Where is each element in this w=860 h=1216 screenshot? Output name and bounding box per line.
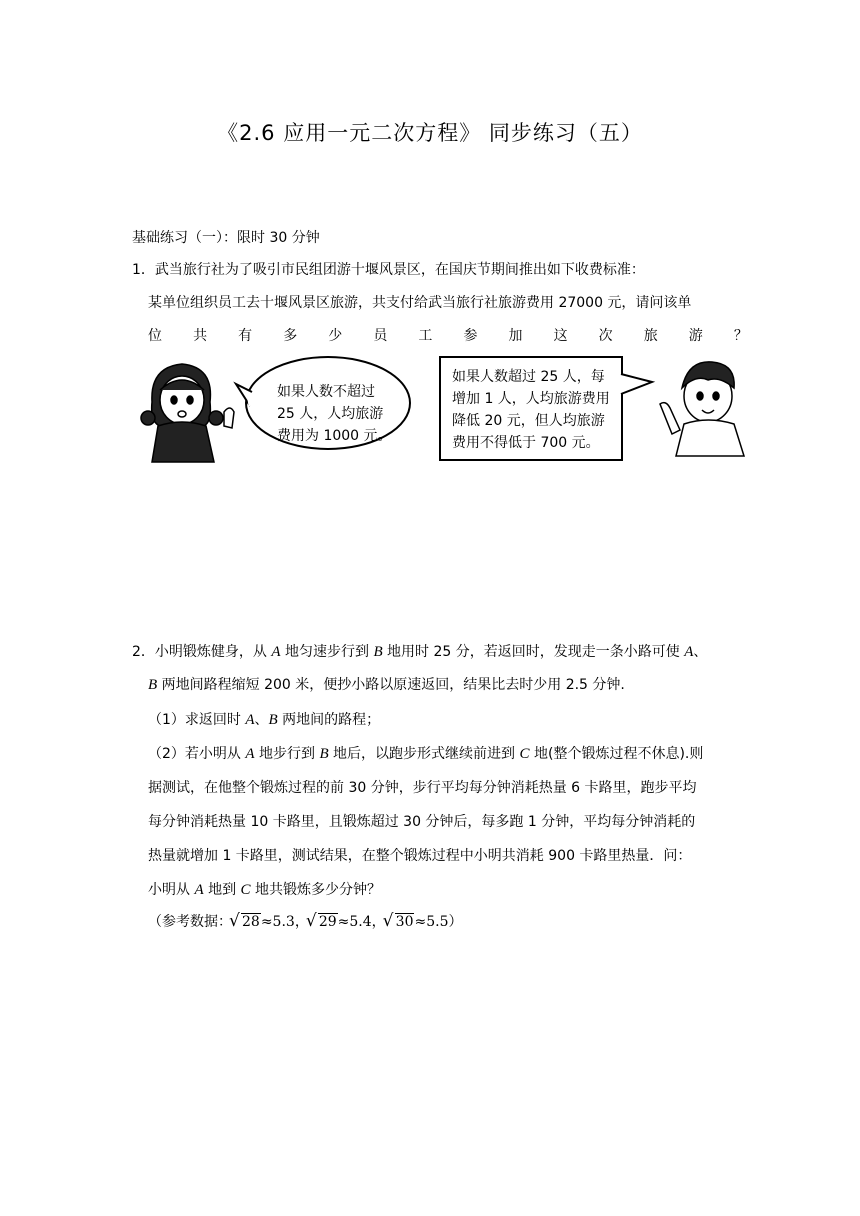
girl-figure [141, 364, 234, 462]
bubble-line: 增加 1 人，人均旅游费用 [452, 391, 610, 407]
char: 共 [193, 328, 208, 344]
bubble-line: 费用不得低于 700 元。 [452, 435, 600, 451]
boy-figure [660, 362, 744, 456]
question-2-part-2-line-5 [148, 879, 381, 899]
section-heading: 基础练习（一）：限时 30 分钟 [132, 230, 320, 246]
text: （参考数据： [148, 914, 232, 930]
bubble-line: 如果人数不超过 [277, 384, 375, 400]
text: （1）求返回时 [148, 712, 246, 728]
reference-data [148, 911, 462, 931]
question-2-part-2-line-3: 每分钟消耗热量 10 卡路里，且锻炼超过 30 分钟后，每多跑 1 分钟，平均每分钟消耗的 [148, 814, 696, 830]
char: 旅 [643, 328, 658, 344]
text: 地后，以跑步形式继续前进到 [328, 746, 520, 762]
char: ？ [733, 328, 748, 344]
approx-value: ≈5.4， [337, 914, 386, 930]
question-2-part-2-line-4: 热量就增加 1 卡路里，测试结果，在整个锻炼过程中小明共消耗 900 卡路里热量．问： [148, 848, 692, 864]
sqrt-28 [232, 914, 261, 930]
variable-a: A [245, 712, 255, 728]
question-2-part-1 [148, 709, 380, 729]
text: （2）若小明从 [148, 746, 246, 762]
question-1-line-2: 某单位组织员工去十堰风景区旅游，共支付给武当旅行社旅游费用 27000 元，请问该单 [148, 295, 692, 311]
bubble-line: 降低 20 元，但人均旅游 [452, 413, 605, 429]
question-2-part-2-line-1 [148, 743, 703, 763]
char: 参 [463, 328, 478, 344]
text: 2．小明锻炼健身，从 [132, 644, 272, 660]
page-title: 《2.6 应用一元二次方程》 同步练习（五） [217, 121, 643, 145]
char: 少 [328, 328, 343, 344]
variable-b: B [268, 712, 278, 728]
text: 地(整个锻炼过程不休息).则 [529, 746, 704, 762]
approx-value: ≈5.5） [414, 914, 463, 930]
char: 工 [418, 328, 433, 344]
question-2-part-2-line-2: 据测试，在他整个锻炼过程的前 30 分钟，步行平均每分钟消耗热量 6 卡路里，跑步平均 [148, 780, 697, 796]
text: 两地间的路程； [277, 712, 381, 728]
question-1-line-1: 1．武当旅行社为了吸引市民组团游十堰风景区，在国庆节期间推出如下收费标准： [132, 262, 645, 278]
radicand: 29 [318, 914, 337, 930]
bubble-line: 25 人，人均旅游 [277, 406, 384, 422]
variable-b: B [148, 677, 158, 693]
left-bubble-text [277, 381, 392, 447]
radicand: 30 [395, 914, 414, 930]
text: 地到 [203, 882, 241, 898]
char: 员 [373, 328, 388, 344]
sqrt-30 [386, 914, 415, 930]
variable-a: A [684, 644, 694, 660]
speech-bubble-illustration [140, 352, 760, 467]
char: 加 [508, 328, 523, 344]
question-2-line-1 [132, 641, 707, 661]
char: 次 [598, 328, 613, 344]
variable-a: A [245, 746, 255, 762]
sqrt-29 [309, 914, 338, 930]
variable-b: B [373, 644, 383, 660]
variable-b: B [319, 746, 329, 762]
text: 两地间路程缩短 200 米，便抄小路以原速返回，结果比去时少用 2.5 分钟. [157, 677, 625, 693]
char: 有 [238, 328, 253, 344]
char: 这 [553, 328, 568, 344]
radicand: 28 [242, 914, 260, 930]
bubble-line: 如果人数超过 25 人，每 [452, 369, 605, 385]
variable-a: A [194, 882, 204, 898]
variable-c: C [240, 882, 251, 898]
text: 地匀速步行到 [280, 644, 374, 660]
question-2-line-2 [148, 674, 625, 694]
char: 多 [283, 328, 298, 344]
text: 、 [254, 712, 269, 728]
approx-value: ≈5.3， [260, 914, 309, 930]
variable-a: A [271, 644, 281, 660]
text: 地用时 25 分，若返回时，发现走一条小路可使 [382, 644, 685, 660]
right-bubble-text [452, 366, 610, 454]
text: 、 [693, 644, 708, 660]
text: 地共锻炼多少分钟？ [250, 882, 381, 898]
char: 游 [688, 328, 703, 344]
bubble-line: 费用为 1000 元。 [277, 428, 392, 444]
question-1-line-3 [148, 325, 748, 345]
variable-c: C [519, 746, 530, 762]
text: 地步行到 [254, 746, 320, 762]
text: 小明从 [148, 882, 195, 898]
char: 位 [148, 328, 162, 344]
